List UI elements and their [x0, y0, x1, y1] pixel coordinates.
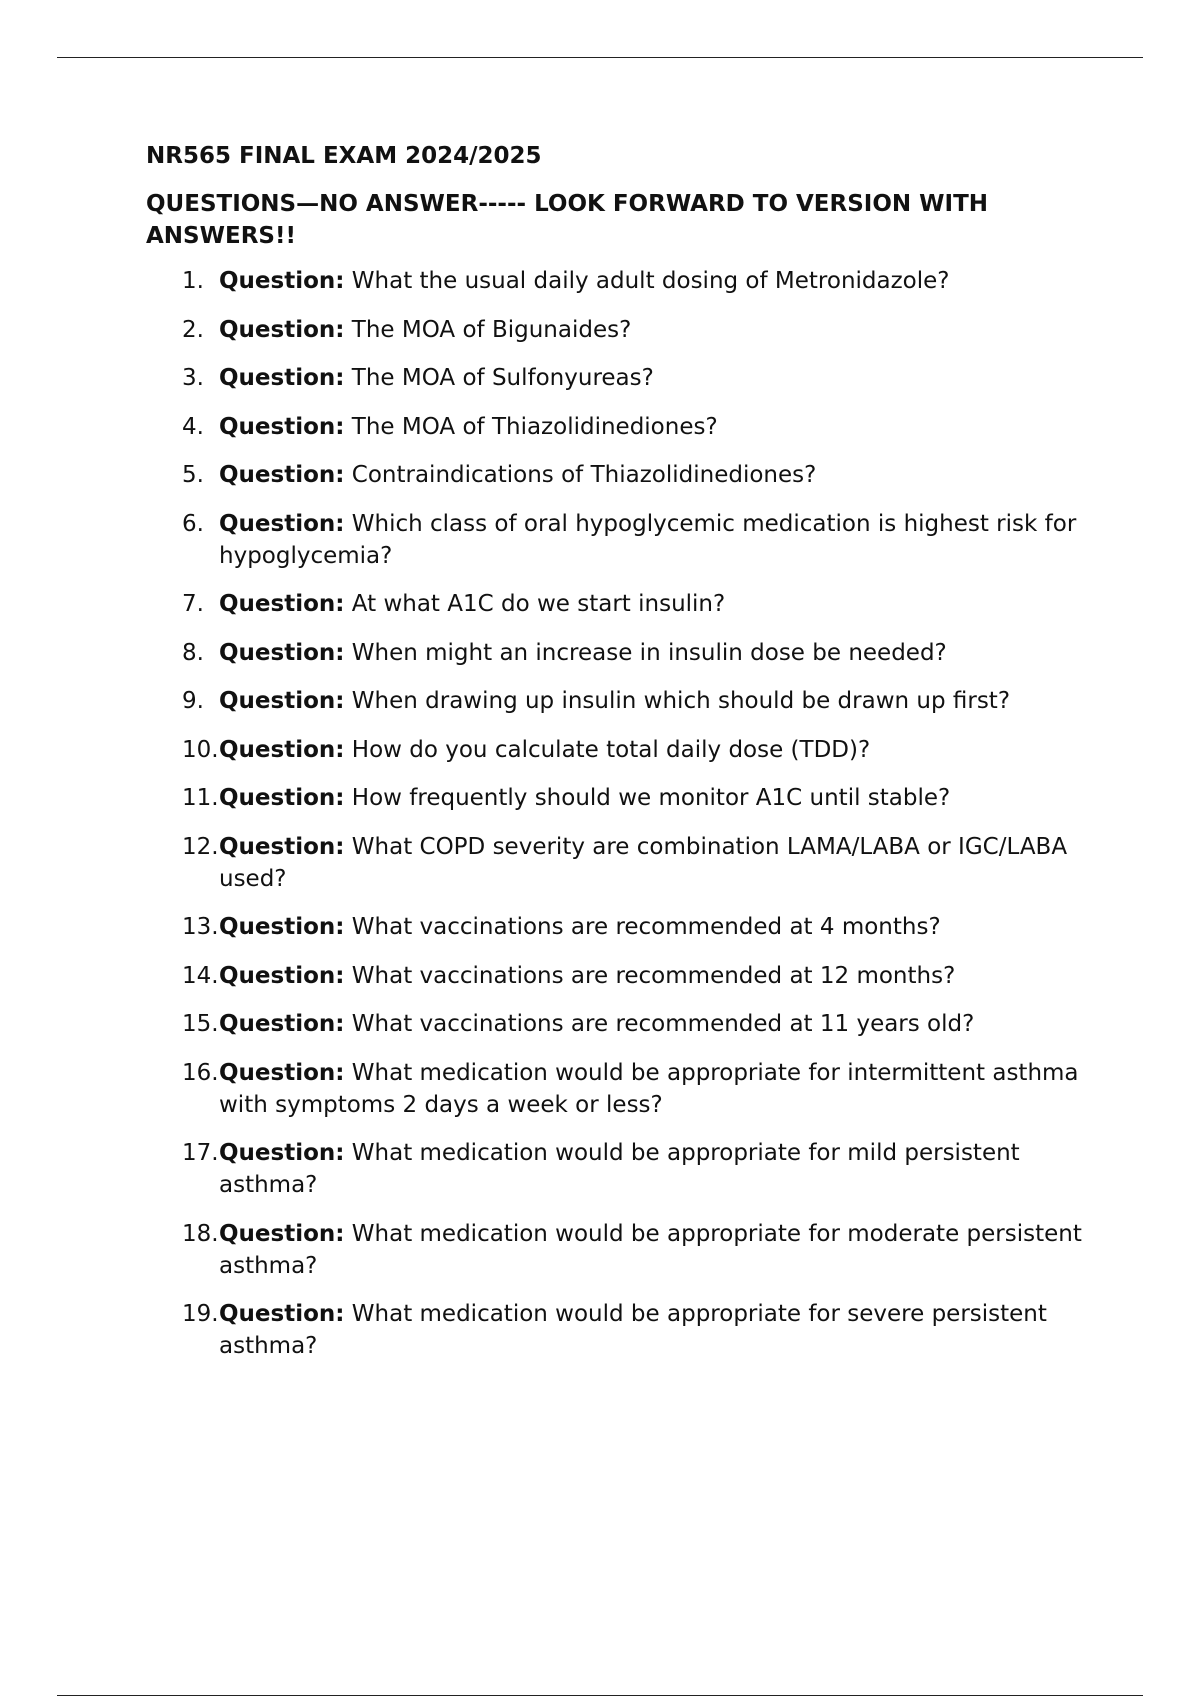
question-item: 4. Question: The MOA of Thiazolidinediones?	[182, 413, 718, 440]
question-label: Question:	[219, 688, 345, 714]
question-item: 10. Question: How do you calculate total daily dose (TDD)?	[182, 736, 871, 763]
question-text: What medication would be appropriate for mild persistent asthma?	[219, 1140, 1020, 1198]
question-label: Question:	[219, 1140, 345, 1166]
question-item: 16. Question: What medication would be appropriate for intermittent asthma with symptoms 2 days a week or less?	[182, 1059, 1079, 1118]
question-text: What medication would be appropriate for severe persistent asthma?	[219, 1301, 1047, 1359]
question-text: Which class of oral hypoglycemic medication is highest risk for hypoglycemia?	[219, 510, 1077, 569]
question-item: 18. Question: What medication would be appropriate for moderate persistent asthma?	[182, 1220, 1082, 1279]
question-item: 12. Question: What COPD severity are combination LAMA/LABA or IGC/LABA used?	[182, 833, 1068, 892]
question-item: 17. Question: What medication would be appropriate for mild persistent asthma?	[182, 1140, 1020, 1198]
bottom-divider	[57, 1695, 1143, 1696]
question-item: 3. Question: The MOA of Sulfonyureas?	[182, 365, 654, 391]
question-label: Question:	[219, 268, 345, 294]
question-label: Question:	[219, 413, 345, 440]
question-item: 15. Question: What vaccinations are recommended at 11 years old?	[182, 1011, 975, 1037]
question-item: 8. Question: When might an increase in insulin dose be needed?	[182, 639, 947, 666]
question-text: What COPD severity are combination LAMA/LABA or IGC/LABA used?	[219, 833, 1068, 892]
question-label: Question:	[219, 833, 345, 860]
top-divider	[57, 57, 1143, 58]
question-label: Question:	[219, 914, 345, 940]
question-item: 9. Question: When drawing up insulin which should be drawn up first?	[182, 688, 1011, 714]
question-item: 14. Question: What vaccinations are recommended at 12 months?	[182, 962, 956, 989]
question-label: Question:	[219, 1220, 345, 1247]
question-text: What medication would be appropriate for moderate persistent asthma?	[219, 1220, 1082, 1279]
question-item: 2. Question: The MOA of Bigunaides?	[182, 316, 632, 343]
question-text: Contraindications of Thiazolidinediones?	[351, 462, 817, 488]
question-text: What vaccinations are recommended at 12 months?	[351, 962, 956, 989]
question-item: 11. Question: How frequently should we monitor A1C until stable?	[182, 785, 951, 811]
question-label: Question:	[219, 785, 345, 811]
question-label: Question:	[219, 510, 345, 537]
question-text: What vaccinations are recommended at 4 months?	[351, 914, 941, 940]
question-label: Question:	[219, 1011, 345, 1037]
question-item: 5. Question: Contraindications of Thiazolidinediones?	[182, 462, 817, 488]
question-text: What vaccinations are recommended at 11 years old?	[351, 1011, 975, 1037]
question-text: What medication would be appropriate for intermittent asthma with symptoms 2 days a week or less?	[219, 1059, 1079, 1118]
question-text: How do you calculate total daily dose (TDD)?	[351, 736, 871, 763]
page-subtitle: QUESTIONS—NO ANSWER----- LOOK FORWARD TO VERSION WITH ANSWERS!!	[146, 191, 989, 249]
question-label: Question:	[219, 316, 345, 343]
question-item: 1. Question: What the usual daily adult dosing of Metronidazole?	[182, 268, 950, 294]
question-text: At what A1C do we start insulin?	[351, 591, 726, 617]
question-item: 19. Question: What medication would be appropriate for severe persistent asthma?	[182, 1301, 1047, 1359]
question-list	[146, 265, 1096, 1362]
question-text: The MOA of Bigunaides?	[351, 316, 632, 343]
question-item: 6. Question: Which class of oral hypoglycemic medication is highest risk for hypoglycemia?	[182, 510, 1077, 569]
question-label: Question:	[219, 1059, 345, 1086]
question-label: Question:	[219, 736, 345, 763]
question-item: 7. Question: At what A1C do we start insulin?	[182, 591, 726, 617]
question-text: When drawing up insulin which should be drawn up first?	[351, 688, 1011, 714]
question-item: 13. Question: What vaccinations are recommended at 4 months?	[182, 914, 941, 940]
question-label: Question:	[219, 962, 345, 989]
question-label: Question:	[219, 1301, 345, 1327]
question-text: The MOA of Sulfonyureas?	[351, 365, 654, 391]
question-label: Question:	[219, 639, 345, 666]
document-body	[146, 140, 1096, 1379]
question-text: What the usual daily adult dosing of Metronidazole?	[351, 268, 950, 294]
question-text: The MOA of Thiazolidinediones?	[351, 413, 718, 440]
question-label: Question:	[219, 365, 345, 391]
question-text: When might an increase in insulin dose be needed?	[351, 639, 947, 666]
question-label: Question:	[219, 591, 345, 617]
page-title: NR565 FINAL EXAM 2024/2025	[146, 143, 542, 169]
question-label: Question:	[219, 462, 345, 488]
question-text: How frequently should we monitor A1C until stable?	[351, 785, 951, 811]
